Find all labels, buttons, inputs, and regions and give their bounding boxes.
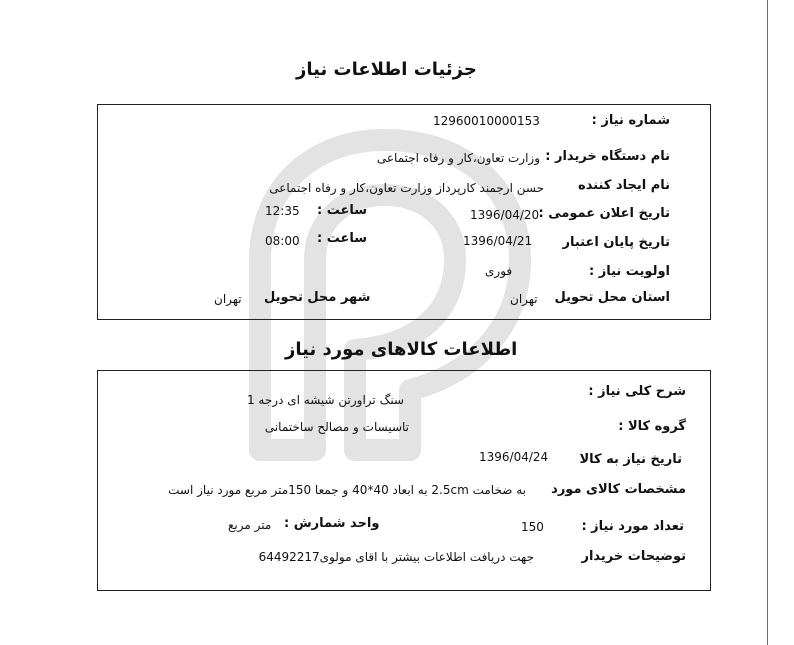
validity-end-date-value: 1396/04/21 <box>463 234 533 248</box>
announce-date-label: تاریخ اعلان عمومی : <box>538 206 670 221</box>
quantity-label: تعداد مورد نیاز : <box>581 519 684 534</box>
validity-time-label: ساعت : <box>317 231 368 246</box>
buyer-notes-value: جهت دریافت اطلاعات بیشتر با اقای مولوی64492217 <box>258 550 534 564</box>
page-title: جزئیات اطلاعات نیاز <box>296 59 477 80</box>
city-value: تهران <box>214 292 242 306</box>
priority-label: اولویت نیاز : <box>588 264 670 279</box>
validity-time-value: 08:00 <box>265 234 300 248</box>
goods-heading: اطلاعات کالاهای مورد نیاز <box>285 339 518 360</box>
page-edge-rule <box>767 0 768 645</box>
group-label: گروه کالا : <box>618 419 686 434</box>
buyer-notes-label: توضیحات خریدار <box>581 549 686 564</box>
unit-label: واحد شمارش : <box>284 516 380 531</box>
need-number-label: شماره نیاز : <box>591 113 670 128</box>
need-number-value: 12960010000153 <box>433 114 540 128</box>
priority-value: فوری <box>485 264 513 278</box>
need-date-label: تاریخ نیاز به کالا <box>579 452 682 467</box>
province-value: تهران <box>510 292 538 306</box>
creator-value: حسن ارجمند کارپرداز وزارت تعاون،کار و رفاه اجتماعی <box>269 181 544 195</box>
summary-value: سنگ تراورتن شیشه ای درجه 1 <box>246 393 404 407</box>
validity-end-label: تاریخ پایان اعتبار <box>562 235 670 250</box>
need-date-value: 1396/04/24 <box>479 450 549 464</box>
province-label: استان محل تحویل <box>554 290 670 305</box>
unit-value: متر مربع <box>228 518 272 532</box>
buyer-org-label: نام دستگاه خریدار : <box>545 149 670 164</box>
buyer-org-value: وزارت تعاون،کار و رفاه اجتماعی <box>376 151 540 165</box>
specs-value: به ضخامت 2.5cm به ابعاد 40*40 و جمعا 150متر مربع مورد نیاز است <box>168 483 526 497</box>
announce-time-value: 12:35 <box>265 204 300 218</box>
group-value: تاسیسات و مصالح ساختمانی <box>264 420 409 434</box>
quantity-value: 150 <box>521 520 544 534</box>
announce-time-label: ساعت : <box>317 203 368 218</box>
summary-label: شرح کلی نیاز : <box>588 384 686 399</box>
city-label: شهر محل تحویل <box>264 290 371 305</box>
announce-date-value: 1396/04/20 <box>470 208 540 222</box>
creator-label: نام ایجاد کننده <box>578 178 670 193</box>
specs-label: مشخصات کالای مورد <box>551 482 686 497</box>
